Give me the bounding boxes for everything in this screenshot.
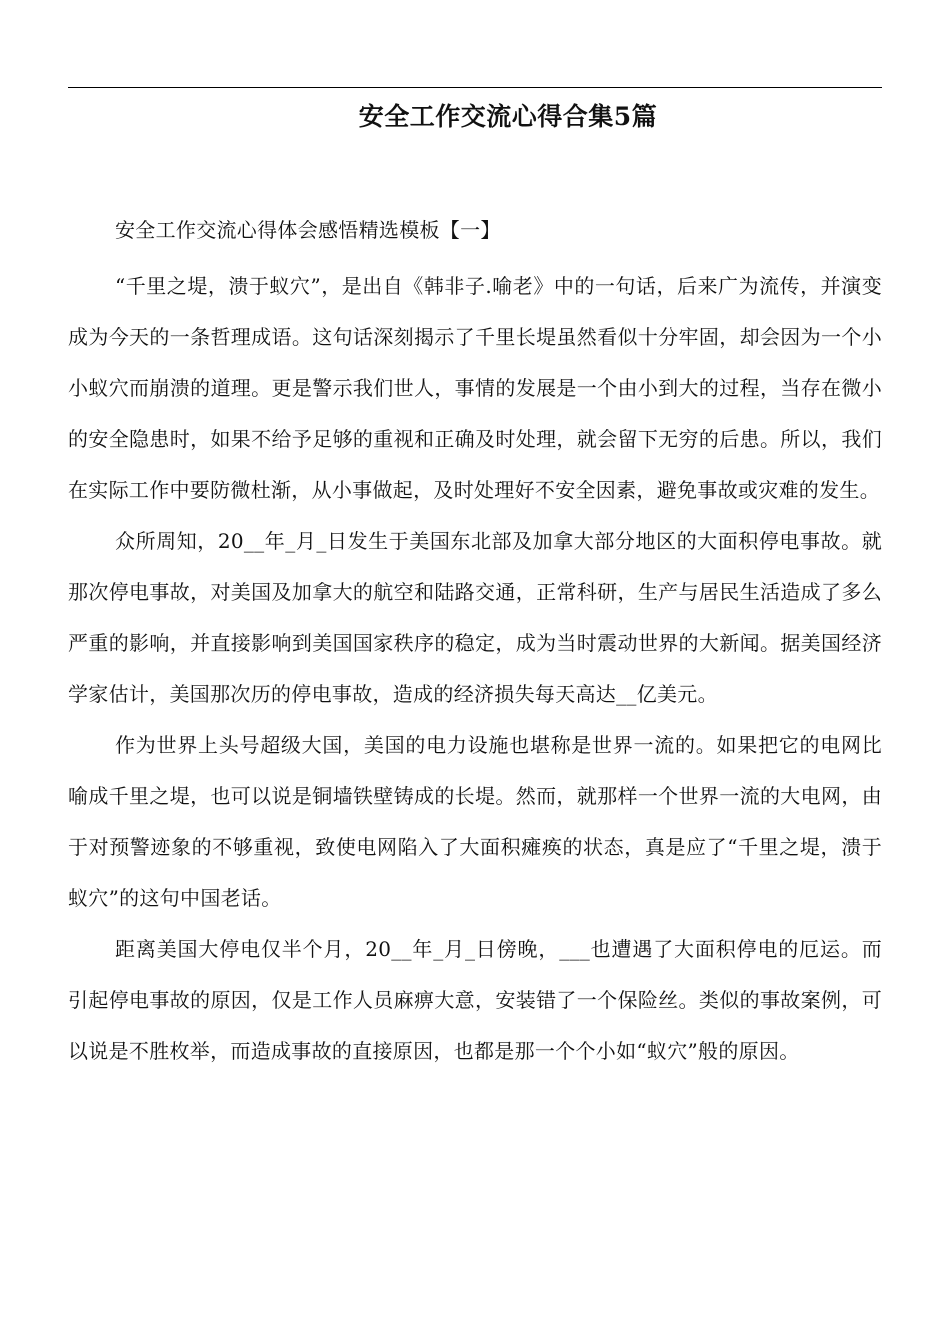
- header-rule: [68, 87, 882, 88]
- section-heading: 安全工作交流心得体会感悟精选模板【一】: [115, 218, 501, 242]
- paragraph-1: “千里之堤，溃于蚁穴”，是出自《韩非子.喻老》中的一句话，后来广为流传，并演变成为今天的一条哲理成语。这句话深刻揭示了千里长堤虽然看似十分牢固，却会因为一个小小蚁穴而崩溃的道理。更是警示我们世人，事情的发展是一个由小到大的过程，当存在微小的安全隐患时，如果不给予足够的重视和正确及时处理，就会留下无穷的后患。所以，我们在实际工作中要防微杜渐，从小事做起，及时处理好不安全因素，避免事故或灾难的发生。: [68, 274, 882, 502]
- paragraph-4: 距离美国大停电仅半个月，20__年_月_日傍晚，___也遭遇了大面积停电的厄运。而引起停电事故的原因，仅是工作人员麻痹大意，安装错了一个保险丝。类似的事故案例，可以说是不胜枚举，而造成事故的直接原因，也都是那一个个小如“蚁穴”般的原因。: [68, 937, 882, 1063]
- paragraph-2: 众所周知，20__年_月_日发生于美国东北部及加拿大部分地区的大面积停电事故。就那次停电事故，对美国及加拿大的航空和陆路交通，正常科研，生产与居民生活造成了多么严重的影响，并直接影响到美国国家秩序的稳定，成为当时震动世界的大新闻。据美国经济学家估计，美国那次历的停电事故，造成的经济损失每天高达__亿美元。: [68, 529, 882, 706]
- paragraph-3: 作为世界上头号超级大国，美国的电力设施也堪称是世界一流的。如果把它的电网比喻成千里之堤，也可以说是铜墙铁壁铸成的长堤。然而，就那样一个世界一流的大电网，由于对预警迹象的不够重视，致使电网陷入了大面积瘫痪的状态，真是应了“千里之堤，溃于蚁穴”的这句中国老话。: [68, 733, 882, 910]
- document-body: [68, 205, 882, 1077]
- document-title: 安全工作交流心得合集5篇: [358, 102, 658, 131]
